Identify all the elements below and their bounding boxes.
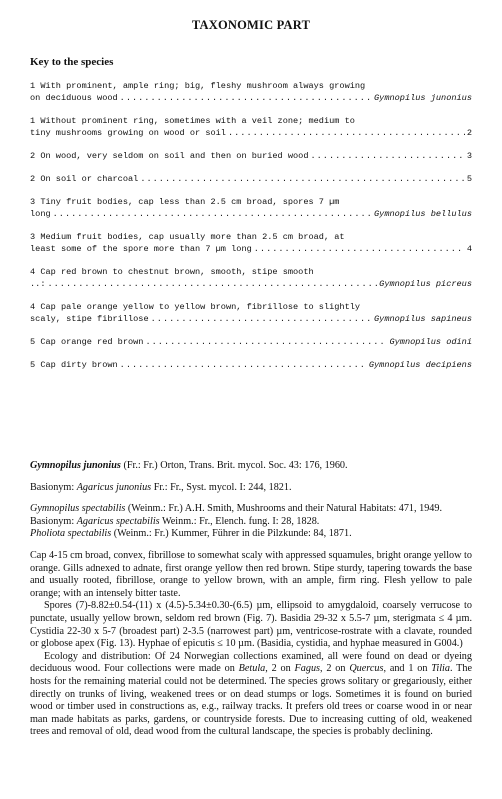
synonym-name: Gymnopilus spectabilis (30, 503, 126, 515)
description: Cap 4-15 cm broad, convex, fibrillose to somewhat scaly with appressed squamules, bright orange yellow to orange. Gills adnexed to adnate, first orange yellow then red brown. Stipe sturdy, tapering towards the base and usually rooted, fibrillose, orange to yellow brown, with an ample, firm ring. Flesh yellow to pale orange; with an intensely bitter taste. (30, 549, 472, 599)
synonym-ref: (Weinm.: Fr.) A.H. Smith, Mushrooms and their Natural Habitats: 471, 1949. (125, 503, 443, 515)
key-lead: 2 On wood, very seldom on soil and then on buried wood (30, 151, 309, 161)
basionym (30, 482, 472, 495)
key-dest: 5 (466, 174, 472, 184)
synonym (30, 503, 472, 516)
ecology-text: Ecology and distribution: Of 24 Norwegian collections examined, all were found on dead or dyeing deciduous wood. Four collections were made on (30, 650, 472, 675)
microscopy: Spores (7)-8.82±0.54-(11) x (4.5)-5.34±0.30-(6.5) µm, ellipsoid to amygdaloid, coarsely verrucose to punctate, usually yellow brown, seldom red brown (Fig. 7). Basidia 29-32 x 5.5-7 µm, sterigmata ≤ 4 µm. Cystidia 22-30 x 5-7 (broadest part) 2-3.5 (narrowest part) µm, ventricose-rostrate with a clavate, rounded or globose apex (Fig. 13). Hyphae of epicutis ≤ 10 µm. (Basidia, cystidia, and hyphae measured in G004.) (30, 600, 472, 650)
key-line: 4 Cap pale orange yellow to yellow brown, fibrillose to slightly (30, 302, 361, 312)
key-taxon: Gymnopilus picreus (379, 279, 472, 289)
key-lead: tiny mushrooms growing on wood or soil (30, 128, 226, 138)
key-line: 1 With prominent, ample ring; big, fleshy mushroom always growing (30, 81, 366, 91)
key-dest: 4 (466, 244, 472, 254)
key-heading: Key to the species (30, 56, 114, 68)
basionym-ref: Fr.: Fr., Syst. mycol. I: 244, 1821. (151, 481, 292, 493)
key-lead: 5 Cap dirty brown (30, 360, 118, 370)
synonym-ref: (Weinm.: Fr.) Kummer, Führer in die Pilzkunde: 84, 1871. (111, 528, 352, 540)
key-entry (30, 231, 472, 255)
species-name: Gymnopilus junonius (30, 460, 121, 471)
key-lead: ..: (30, 279, 46, 289)
key-taxon: Gymnopilus sapineus (374, 314, 472, 324)
key-entry (30, 150, 472, 162)
key-entry (30, 336, 472, 348)
page-title: TAXONOMIC PART (191, 18, 311, 32)
key-dest: 2 (466, 128, 472, 138)
host-genus: Tilia (431, 663, 450, 675)
synonym-basionym (30, 516, 472, 529)
key-lead: long (30, 209, 51, 219)
key-line: 3 Medium fruit bodies, cap usually more than 2.5 cm broad, at (30, 232, 345, 242)
species-key (30, 80, 472, 382)
key-taxon: Gymnopilus junonius (374, 93, 472, 103)
key-entry (30, 301, 472, 325)
key-line: 4 Cap red brown to chestnut brown, smooth, stipe smooth (30, 267, 314, 277)
ecology (30, 651, 472, 739)
synonym (30, 528, 472, 541)
key-lead: on deciduous wood (30, 93, 118, 103)
synonyms (30, 503, 472, 541)
host-genus: Betula (238, 663, 266, 675)
key-line: 3 Tiny fruit bodies, cap less than 2.5 cm broad, spores 7 µm (30, 197, 340, 207)
basionym-name: Agaricus spectabilis (76, 515, 160, 527)
key-lead: 2 On soil or charcoal (30, 174, 139, 184)
key-lead: 5 Cap orange red brown (30, 337, 144, 347)
key-entry (30, 359, 472, 371)
basionym-ref: Weinm.: Fr., Elench. fung. I: 28, 1828. (159, 515, 320, 527)
host-genus: Quercus (349, 663, 384, 675)
ecology-text: , 2 on (320, 663, 350, 675)
key-dest: 3 (466, 151, 472, 161)
key-entry (30, 80, 472, 104)
basionym-label: Basionym: (30, 481, 77, 493)
ecology-text: , and 1 on (383, 663, 432, 675)
basionym-name: Agaricus junonius (76, 481, 152, 493)
key-lead: scaly, stipe fibrillose (30, 314, 149, 324)
key-entry (30, 196, 472, 220)
species-account (30, 460, 472, 739)
ecology-text: , 2 on (265, 663, 295, 675)
key-entry (30, 266, 472, 290)
key-entry (30, 173, 472, 185)
synonym-name: Pholiota spectabilis (30, 528, 112, 540)
key-taxon: Gymnopilus decipiens (368, 360, 472, 370)
key-lead: least some of the spore more than 7 µm long (30, 244, 252, 254)
key-entry (30, 115, 472, 139)
key-line: 1 Without prominent ring, sometimes with a veil zone; medium to (30, 116, 355, 126)
key-taxon: Gymnopilus bellulus (374, 209, 472, 219)
ecology-text: . The hosts for the remaining material could not be determined. The species grows solitary or gregariously, either directly on trunks of living, weakened trees or on dead stumps or logs. Sometimes it is found on buried wood or timber used in constructions as, e.g., railway tracks. It prefers old trees or coarse wood in or near man made habitats as parks, gardens, or countryside forests. Due to increasing cutting of old, weakened trees and removal of old, dead wood from the cultural landscape, the species is probably declining. (30, 663, 473, 738)
species-heading (30, 460, 472, 473)
key-taxon: Gymnopilus odini (389, 337, 472, 347)
host-genus: Fagus (294, 663, 321, 675)
basionym-label: Basionym: (30, 515, 77, 527)
species-citation: (Fr.: Fr.) Orton, Trans. Brit. mycol. Soc. 43: 176, 1960. (120, 460, 348, 471)
